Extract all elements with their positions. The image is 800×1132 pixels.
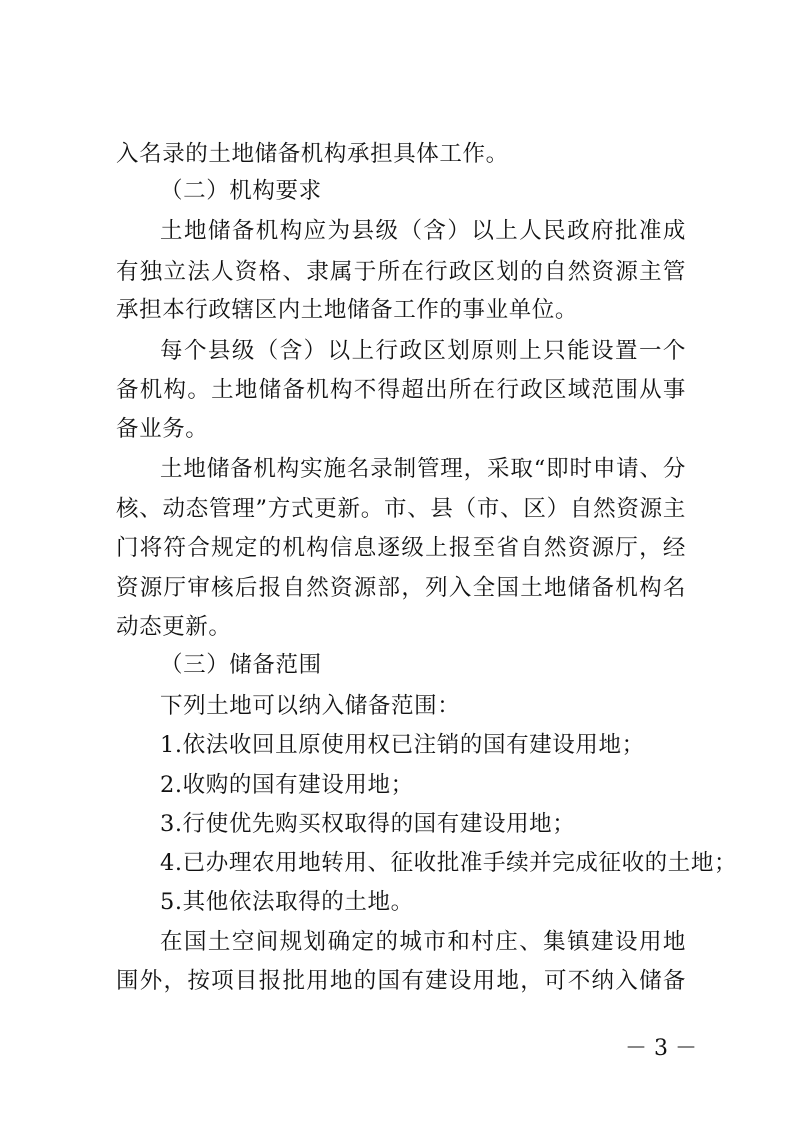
list-item: 1.依法收回且原使用权已注销的国有建设用地；	[160, 732, 645, 758]
section-heading: （三）储备范围	[160, 652, 322, 678]
body-text-line: 资源厅审核后报自然资源部，列入全国土地储备机构名	[116, 575, 686, 601]
body-text-line: 土地储备机构应为县级（含）以上人民政府批准成	[160, 218, 686, 244]
section-heading: （二）机构要求	[160, 178, 322, 204]
body-text-line: 在国土空间规划确定的城市和村庄、集镇建设用地	[160, 929, 686, 955]
body-text-line: 备机构。土地储备机构不得超出所在行政区域范围从事	[116, 377, 686, 403]
body-text-line: 入名录的土地储备机构承担具体工作。	[116, 141, 509, 167]
body-text-line: 门将符合规定的机构信息逐级上报至省自然资源厅，经	[116, 535, 686, 561]
body-text-line: 围外，按项目报批用地的国有建设用地，可不纳入储备	[116, 968, 686, 994]
body-text-line: 动态更新。	[116, 614, 232, 640]
body-text-line: 承担本行政辖区内土地储备工作的事业单位。	[116, 297, 579, 323]
list-item: 3.行使优先购买权取得的国有建设用地；	[160, 811, 576, 837]
page-number: － 3 －	[625, 1036, 697, 1061]
list-item: 2.收购的国有建设用地；	[160, 772, 414, 798]
list-item: 5.其他依法取得的土地。	[160, 889, 414, 915]
list-item: 4.已办理农用地转用、征收批准手续并完成征收的土地；	[160, 850, 738, 876]
body-text-line: 下列土地可以纳入储备范围：	[160, 693, 461, 719]
body-text-line: 土地储备机构实施名录制管理，采取“即时申请、分	[160, 456, 686, 482]
body-text-line: 备业务。	[116, 416, 209, 442]
body-text-line: 核、动态管理”方式更新。市、县（市、区）自然资源主	[116, 496, 686, 522]
body-text-line: 有独立法人资格、隶属于所在行政区划的自然资源主管	[116, 259, 686, 285]
body-text-line: 每个县级（含）以上行政区划原则上只能设置一个	[160, 338, 686, 364]
